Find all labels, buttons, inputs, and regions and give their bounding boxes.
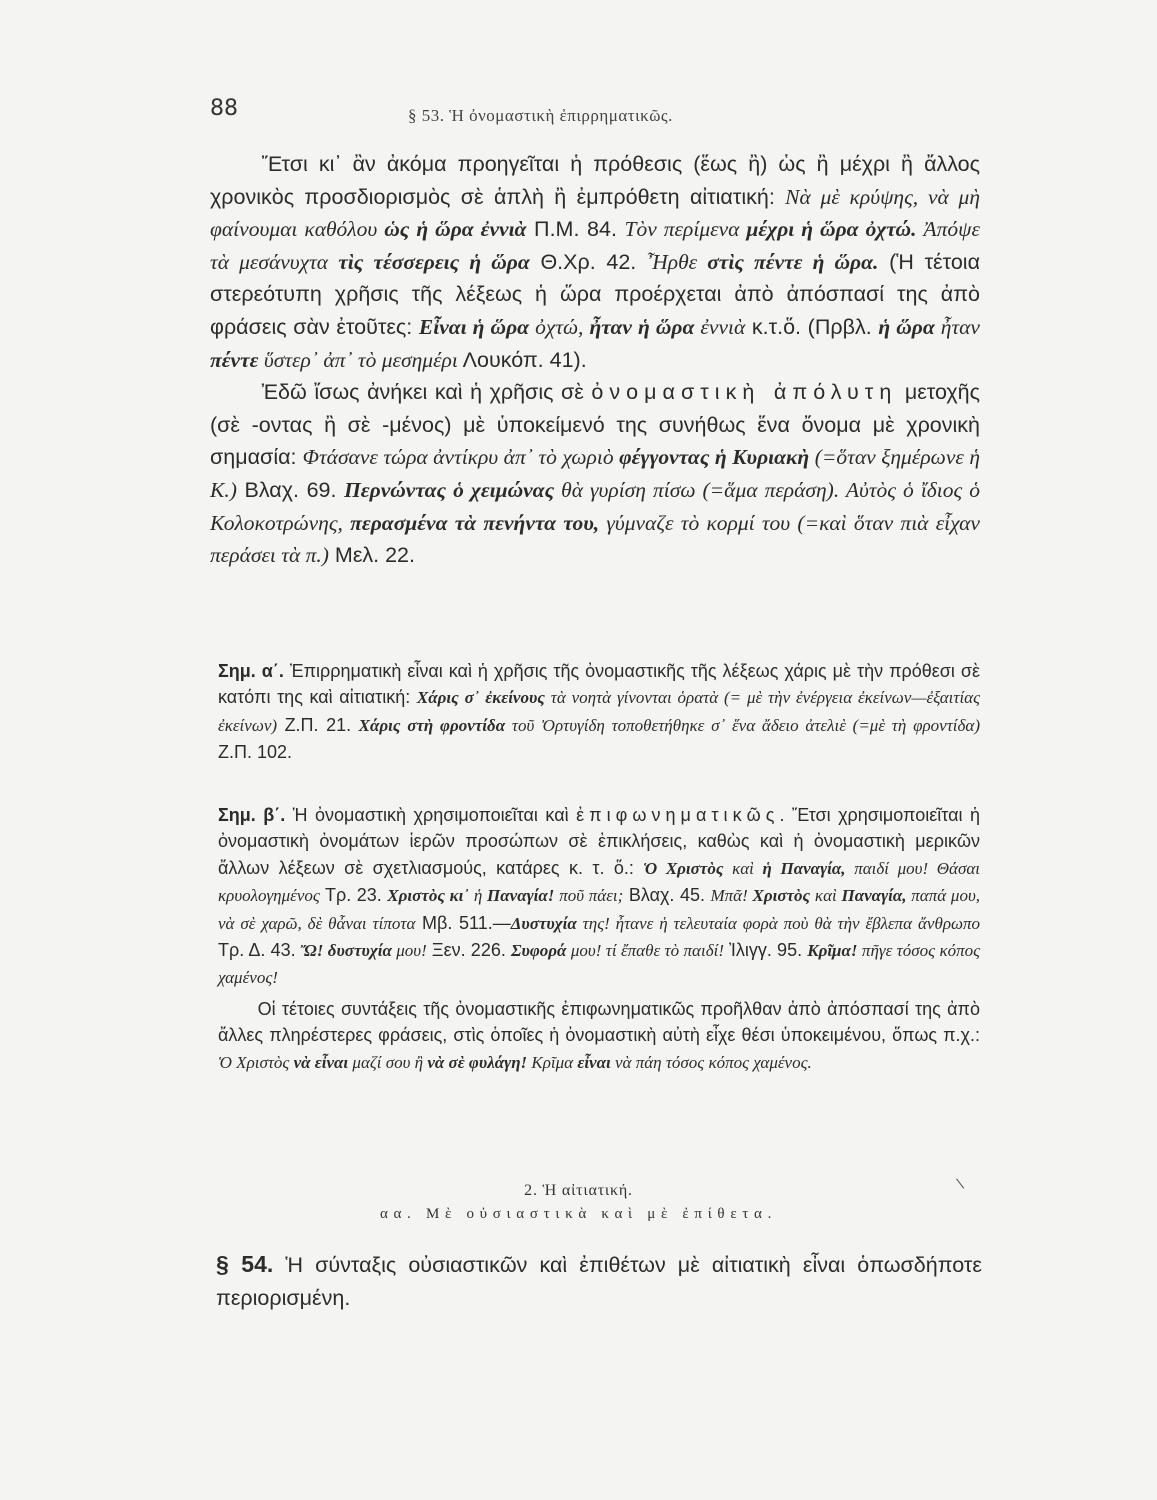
- note-label: Σημ. α΄.: [218, 661, 284, 681]
- section-number: § 54.: [216, 1251, 274, 1277]
- stray-mark: \: [955, 1175, 966, 1193]
- page-number: 88: [210, 96, 238, 121]
- note-alpha: Σημ. α΄. Ἐπιρρηματικὴ εἶναι καὶ ἡ χρῆσις τῆς ὀνομαστικῆς τῆς λέξεως χάρις μὲ τὴν πρόθεσι σὲ κατόπι της καὶ αἰτιατική: Χάρις σ᾽ ἐκείνους τὰ νοητὰ γίνονται ὁρατὰ (= μὲ τὴν ἐνέργεια ἐκείνων—ἐξαιτίας ἐκείνων) Ζ.Π. 21. Χάρις στὴ φροντίδα τοῦ Ὀρτυγίδη τοποθετήθηκε σ᾽ ἕνα ἄδειο ἀτελιὲ (=μὲ τὴ φροντίδα) Ζ.Π. 102.: [218, 661, 981, 763]
- subsection-heading: αα. Μὲ οὐσιαστικὰ καὶ μὲ ἐπίθετα.: [379, 1206, 778, 1222]
- main-text: [210, 148, 980, 572]
- note-beta: Σημ. β΄. Ἡ ὀνομαστικὴ χρησιμοποιεῖται καὶ ἐπιφωνηματικῶς. Ἔτσι χρησιμοποιεῖται ἡ ὀνομαστικὴ ὀνομάτων ἱερῶν προσώπων σὲ ἐπικλήσεις, καθὼς καὶ ἡ ὀνομαστικὴ μερικῶν ἄλλων λέξεων σὲ σχετλιασμούς, κατάρες κ. τ. ὅ.: Ὁ Χριστὸς καὶ ἡ Παναγία, παιδί μου! Θάσαι κρυολογημένος Τρ. 23. Χριστὸς κι᾽ ἡ Παναγία! ποῦ πάει; Βλαχ. 45. Μπᾶ! Χριστὸς καὶ Παναγία, παπά μου, νὰ σὲ χαρῶ, δὲ θἆναι τίποτα Μβ. 511.—Δυστυχία της! ἦτανε ἡ τελευταία φορὰ ποὺ θὰ τὴν ἔβλεπα ἄνθρωπο Τρ. Δ. 43. Ὤ! δυστυχία μου! Ξεν. 226. Συφορά μου! τί ἔπαθε τὸ παιδί! Ἰλιγγ. 95. Κρῖμα! πῆγε τόσος κόπος χαμένος! Οἱ τέτοιες συντάξεις τῆς ὀνομαστικῆς ἐπιφωνηματικῶς προῆλθαν ἀπὸ ἀπόσπασί της ἀπὸ ἄλλες πληρέστερες φράσεις, στὶς ὁποῖες ἡ ὀνομαστικὴ αὐτὴ εἶχε θέσι ὑποκειμένου, ὅπως π.χ.: Ὁ Χριστὸς νὰ εἶναι μαζί σου ἢ νὰ σὲ φυλάγη! Κρῖμα εἶναι νὰ πάη τόσος κόπος χαμένος.: [218, 802, 980, 1076]
- section-54: § 54. Ἡ σύνταξις οὐσιαστικῶν καὶ ἐπιθέτων μὲ αἰτιατικὴ εἶναι ὁπωσδήποτε περιορισμένη.: [216, 1251, 982, 1310]
- section-heading: 2. Ἡ αἰτιατική.: [524, 1182, 633, 1199]
- note-beta-paragraph-2: Οἱ τέτοιες συντάξεις τῆς ὀνομαστικῆς ἐπιφωνηματικῶς προῆλθαν ἀπὸ ἀπόσπασί της ἀπὸ ἄλλες πληρέστερες φράσεις, στὶς ὁποῖες ἡ ὀνομαστικὴ αὐτὴ εἶχε θέσι ὑποκειμένου, ὅπως π.χ.: Ὁ Χριστὸς νὰ εἶναι μαζί σου ἢ νὰ σὲ φυλάγη! Κρῖμα εἶναι νὰ πάη τόσος κόπος χαμένος.: [218, 998, 980, 1072]
- paragraph-2: Ἐδῶ ἴσως ἀνήκει καὶ ἡ χρῆσις σὲ ὀνομαστικὴ ἀπόλυτη μετοχῆς (σὲ -οντας ἢ σὲ -μένος) μὲ ὑποκείμενό της συνήθως ἕνα ὄνομα μὲ χρονικὴ σημασία: Φτάσανε τώρα ἀντίκρυ ἀπ᾽ τὸ χωριὸ φέγγοντας ἡ Κυριακὴ (=ὅταν ξημέρωνε ἡ Κ.) Βλαχ. 69. Περνώντας ὁ χειμώνας θὰ γυρίση πίσω (=ἅμα περάση). Αὐτὸς ὁ ἴδιος ὁ Κολοκοτρώνης, περασμένα τὰ πενήντα του, γύμναζε τὸ κορμί του (=καὶ ὅταν πιὰ εἶχαν περάσει τὰ π.) Μελ. 22.: [210, 380, 981, 568]
- running-head: § 53. Ἡ ὀνομαστικὴ ἐπιρρηματικῶς.: [408, 106, 673, 125]
- note-label: Σημ. β΄.: [218, 805, 286, 825]
- paragraph-1: Ἔτσι κι᾽ ἂν ἀκόμα προηγεῖται ἡ πρόθεσις (ἕως ἢ) ὡς ἢ μέχρι ἢ ἄλλος χρονικὸς προσδιορισμὸς σὲ ἁπλὴ ἢ ἐμπρόθετη αἰτιατική: Νὰ μὲ κρύψης, νὰ μὴ φαίνουμαι καθόλου ὡς ἡ ὥρα ἐννιὰ Π.Μ. 84. Τὸν περίμενα μέχρι ἡ ὥρα ὀχτώ. Ἀπόψε τὰ μεσάνυχτα τὶς τέσσερεις ἡ ὥρα Θ.Χρ. 42. Ἦρθε στὶς πέντε ἡ ὥρα. (Ἡ τέτοια στερεότυπη χρῆσις τῆς λέξεως ἡ ὥρα προέρχεται ἀπὸ ἀπόσπασί της ἀπὸ φράσεις σὰν ἐτοῦτες: Εἶναι ἡ ὥρα ὀχτώ, ἦταν ἡ ὥρα ἐννιὰ κ.τ.ὅ. (Πρβλ. ἡ ὥρα ἦταν πέντε ὕστερ᾽ ἀπ᾽ τὸ μεσημέρι Λουκόπ. 41).: [210, 152, 980, 372]
